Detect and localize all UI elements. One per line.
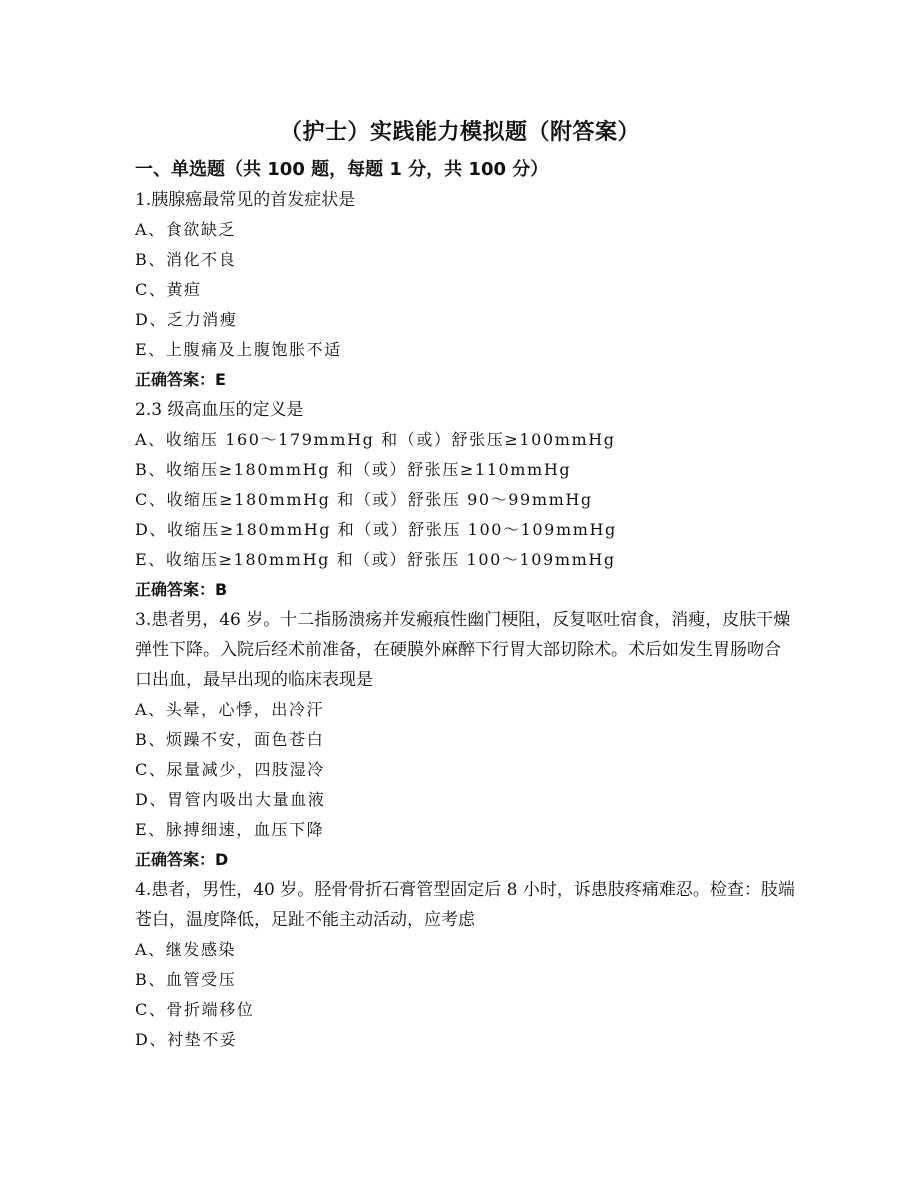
answer-value: E [215,370,226,389]
question-stem: 3.患者男，46 岁。十二指肠溃疡并发瘢痕性幽门梗阻，反复呕吐宿食，消瘦，皮肤干燥弹性下降。入院后经术前准备，在硬膜外麻醉下行胃大部切除术。术后如发生胃肠吻合口出血，最早出现的临床表现是 [135,610,791,690]
option-e: E、脉搏细速，血压下降 [135,820,325,839]
question-2 [135,395,795,605]
option-a: A、继发感染 [135,940,237,959]
answer-label: 正确答案： [135,580,216,599]
option-a: A、收缩压 160～179mmHg 和（或）舒张压≥100mmHg [135,430,616,449]
option-c: C、黄疸 [135,280,202,299]
option-d: D、收缩压≥180mmHg 和（或）舒张压 100～109mmHg [135,520,617,539]
document-body [135,155,795,1055]
document-title: （护士）实践能力模拟题（附答案） [279,120,640,145]
question-4 [135,875,795,1055]
answer-value: D [215,850,229,869]
option-e: E、收缩压≥180mmHg 和（或）舒张压 100～109mmHg [135,550,616,569]
answer-label: 正确答案： [135,850,216,869]
option-d: D、衬垫不妥 [135,1030,238,1049]
question-stem: 1.胰腺癌最常见的首发症状是 [135,190,356,210]
option-d: D、胃管内吸出大量血液 [135,790,326,809]
correct-answer [135,845,795,875]
answer-label: 正确答案： [135,370,216,389]
option-a: A、食欲缺乏 [135,220,237,239]
option-a: A、头晕，心悸，出冷汗 [135,700,325,719]
question-stem: 2.3 级高血压的定义是 [135,400,304,420]
option-c: C、收缩压≥180mmHg 和（或）舒张压 90～99mmHg [135,490,593,509]
correct-answer [135,365,795,395]
answer-value: B [215,580,228,599]
option-e: E、上腹痛及上腹饱胀不适 [135,340,342,359]
correct-answer [135,575,795,605]
option-c: C、尿量减少，四肢湿冷 [135,760,325,779]
option-b: B、烦躁不安，面色苍白 [135,730,325,749]
question-1 [135,185,795,395]
question-stem: 4.患者，男性，40 岁。胫骨骨折石膏管型固定后 8 小时，诉患肢疼痛难忍。检查：肢端苍白，温度降低，足趾不能主动活动，应考虑 [135,880,795,930]
option-d: D、乏力消瘦 [135,310,238,329]
option-b: B、收缩压≥180mmHg 和（或）舒张压≥110mmHg [135,460,572,479]
option-b: B、血管受压 [135,970,237,989]
question-3 [135,605,795,875]
section-heading: 一、单选题（共 100 题，每题 1 分，共 100 分） [135,159,549,180]
option-b: B、消化不良 [135,250,237,269]
option-c: C、骨折端移位 [135,1000,255,1019]
